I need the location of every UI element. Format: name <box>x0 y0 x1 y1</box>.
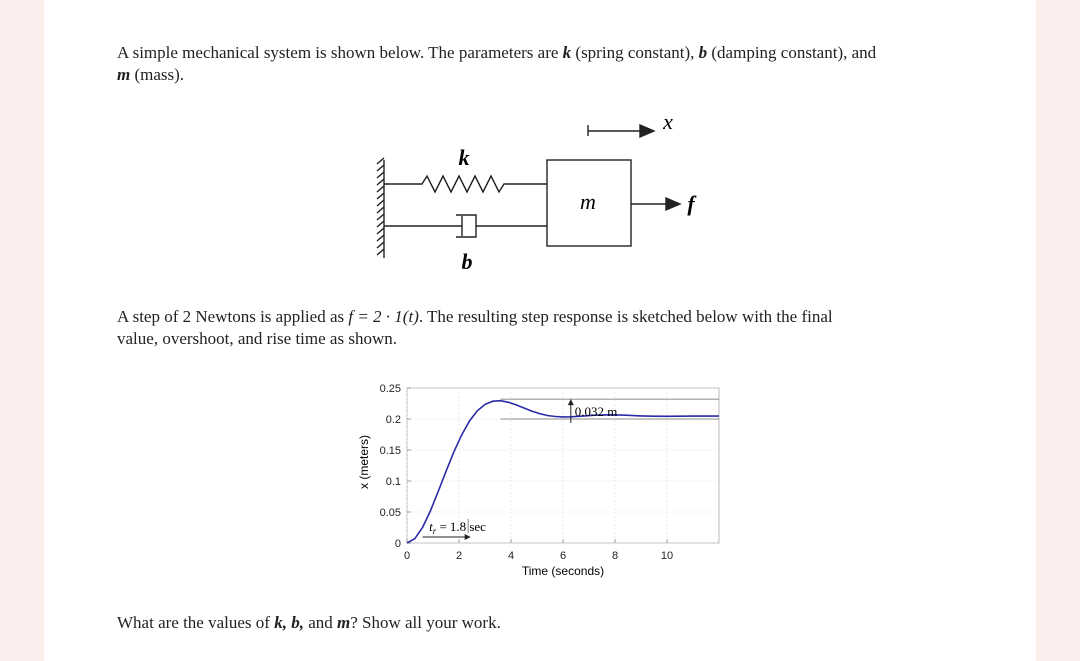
intro-m-desc: (mass). <box>130 65 185 84</box>
x-tick-label: 4 <box>507 550 515 562</box>
x-tick-label: 8 <box>611 550 619 562</box>
rise-time-subscript: r <box>432 526 437 536</box>
damper <box>384 215 547 237</box>
rise-time-symbol: t <box>429 519 433 534</box>
var-b: b <box>698 43 708 62</box>
spring <box>384 176 547 192</box>
intro-paragraph <box>117 42 877 86</box>
displacement-arrow <box>588 125 654 137</box>
y-axis-ticks <box>380 383 411 550</box>
displacement-label: x <box>663 109 673 134</box>
step-paragraph <box>117 306 877 350</box>
var-m: m <box>117 65 131 84</box>
step-text-post: . The resulting step response is sketched below with the final value, overshoot, and rise time as shown. <box>117 307 833 348</box>
question-text-post: ? Show all your work. <box>350 613 501 632</box>
force-label: f <box>687 191 695 216</box>
question-paragraph <box>117 612 877 634</box>
step-response-chart <box>354 376 734 586</box>
question-and: and <box>303 613 337 632</box>
x-tick-label: 2 <box>455 550 463 562</box>
spring-label: k <box>458 145 470 170</box>
intro-text: A simple mechanical system is shown below. The parameters are <box>117 43 563 62</box>
wall <box>377 158 384 258</box>
y-tick-label: 0.2 <box>385 414 401 426</box>
step-text: A step of 2 Newtons is applied as <box>117 307 349 326</box>
mass-label: m <box>580 189 596 214</box>
x-tick-label: 0 <box>403 550 411 562</box>
mechanical-system-diagram <box>334 108 734 278</box>
x-tick-label: 10 <box>660 550 674 562</box>
y-axis-label: x (meters) <box>357 435 371 489</box>
x-tick-label: 6 <box>559 550 567 562</box>
question-vars: k, b, <box>274 613 304 632</box>
intro-k-desc: (spring constant), <box>571 43 699 62</box>
overshoot-label: 0.032 m <box>574 404 618 419</box>
var-k: k <box>562 43 572 62</box>
y-tick-label: 0 <box>394 538 401 550</box>
rise-time-eq: = <box>436 519 447 534</box>
question-var-m: m <box>336 613 351 632</box>
question-text: What are the values of <box>117 613 275 632</box>
y-tick-label: 0.15 <box>379 445 401 457</box>
y-tick-label: 0.05 <box>379 507 401 519</box>
damper-label: b <box>461 249 473 274</box>
rise-time-value: 1.8 sec <box>449 519 486 534</box>
rise-time-label <box>429 519 486 536</box>
step-formula: f = 2 · 1(t) <box>348 307 419 326</box>
y-tick-label: 0.1 <box>385 476 401 488</box>
force-arrow <box>631 198 680 210</box>
y-tick-label: 0.25 <box>379 383 401 395</box>
intro-b-desc: (damping constant), and <box>707 43 877 62</box>
x-axis-label: Time (seconds) <box>521 564 605 578</box>
